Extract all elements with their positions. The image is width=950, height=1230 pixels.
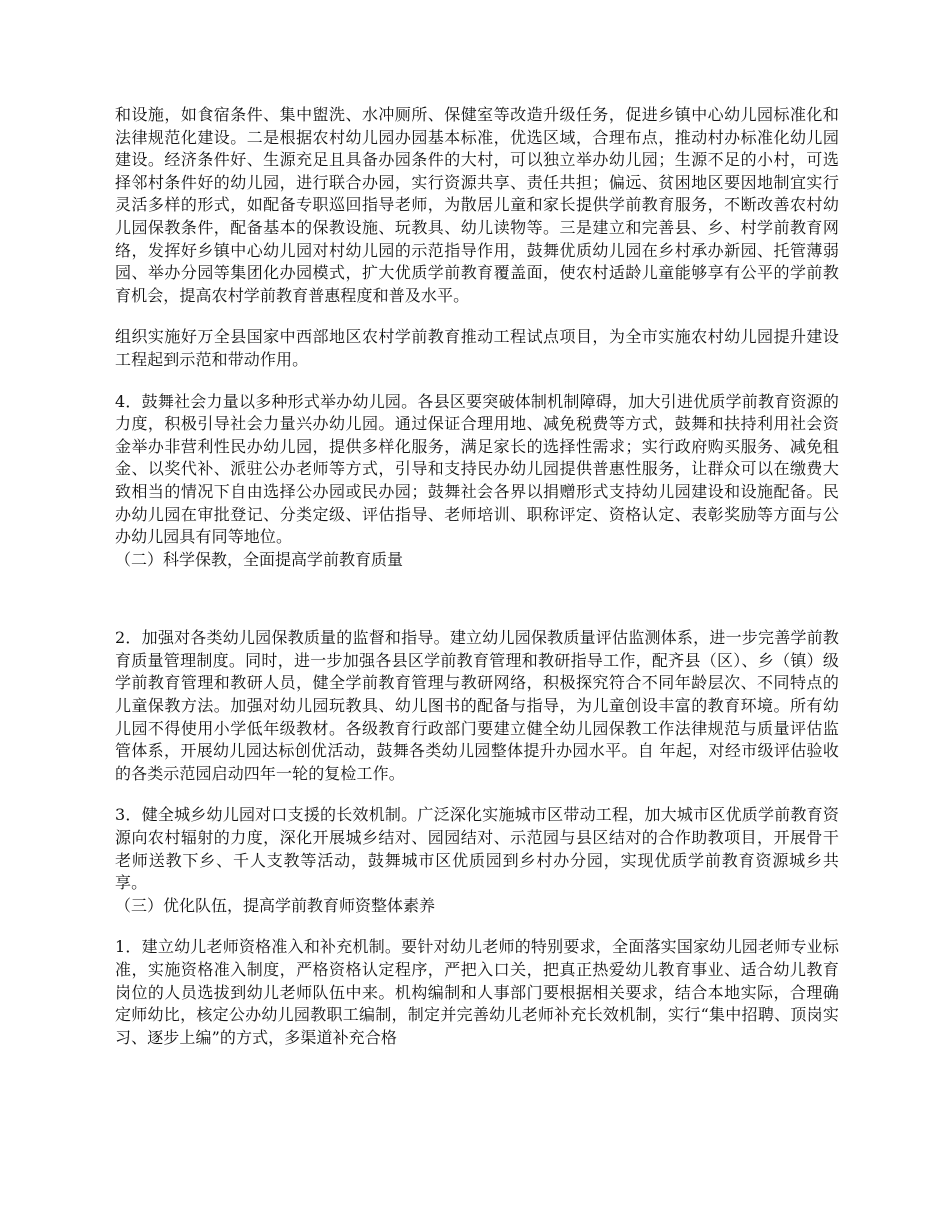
document-page xyxy=(115,104,839,1049)
paragraph-social-forces: 4．鼓舞社会力量以多种形式举办幼儿园。各县区要突破体制机制障碍，加大引进优质学前教育资源的力度，积极引导社会力量兴办幼儿园。通过保证合理用地、减免税费等方式，鼓舞和扶持利用社会资金举办非营利性民办幼儿园，提供多样化服务，满足家长的选择性需求；实行政府购买服务、减免租金、以奖代补、派驻公办老师等方式，引导和支持民办幼儿园提供普惠性服务，让群众可以在缴费大致相当的情况下自由选择公办园或民办园；鼓舞社会各界以捐赠形式支持幼儿园建设和设施配备。民办幼儿园在审批登记、分类定级、评估指导、老师培训、职称评定、资格认定、表彰奖励等方面与公办幼儿园具有同等地位。 xyxy=(115,391,839,547)
paragraph-pilot-project: 组织实施好万全县国家中西部地区农村学前教育推动工程试点项目，为全市实施农村幼儿园提升建设工程起到示范和带动作用。 xyxy=(115,327,839,369)
paragraph-quality-supervision: 2．加强对各类幼儿园保教质量的监督和指导。建立幼儿园保教质量评估监测体系，进一步完善学前教育质量管理制度。同时，进一步加强各县区学前教育管理和教研指导工作，配齐县（区）、乡（镇）级学前教育管理和教研人员，健全学前教育管理与教研网络，积极探究符合不同年龄层次、不同特点的儿童保教方法。加强对幼儿园玩教具、幼儿图书的配备与指导，为儿童创设丰富的教育环境。所有幼儿园不得使用小学低年级教材。各级教育行政部门要建立健全幼儿园保教工作法律规范与质量评估监管体系，开展幼儿园达标创优活动，鼓舞各类幼儿园整体提升办园水平。自 年起，对经市级评估验收的各类示范园启动四年一轮的复检工作。 xyxy=(115,628,839,783)
paragraph-urban-rural-support: 3．健全城乡幼儿园对口支援的长效机制。广泛深化实施城市区带动工程，加大城市区优质学前教育资源向农村辐射的力度，深化开展城乡结对、园园结对、示范园与县区结对的合作助教项目，开展骨干老师送教下乡、千人支教等活动，鼓舞城市区优质园到乡村办分园，实现优质学前教育资源城乡共享。 xyxy=(115,805,839,893)
paragraph-teacher-qualification: 1．建立幼儿老师资格准入和补充机制。要针对幼儿老师的特别要求，全面落实国家幼儿园老师专业标准，实施资格准入制度，严格资格认定程序，严把入口关，把真正热爱幼儿教育事业、适合幼儿教育岗位的人员选拔到幼儿老师队伍中来。机构编制和人事部门要根据相关要求，结合本地实际，合理确定师幼比，核定公办幼儿园教职工编制，制定并完善幼儿老师补充长效机制，实行“集中招聘、顶岗实习、逐步上编”的方式，多渠道补充合格 xyxy=(115,937,839,1047)
section-heading-scientific-care: （二）科学保教，全面提高学前教育质量 xyxy=(115,549,404,569)
paragraph-facilities: 和设施，如食宿条件、集中盥洗、水冲厕所、保健室等改造升级任务，促进乡镇中心幼儿园标准化和法律规范化建设。二是根据农村幼儿园办园基本标准，优选区域，合理布点，推动村办标准化幼儿园建设。经济条件好、生源充足且具备办园条件的大村，可以独立举办幼儿园；生源不足的小村，可选择邻村条件好的幼儿园，进行联合办园，实行资源共享、责任共担；偏远、贫困地区要因地制宜实行灵活多样的形式，如配备专职巡回指导老师，为散居儿童和家长提供学前教育服务，不断改善农村幼儿园保教条件，配备基本的保教设施、玩教具、幼儿读物等。三是建立和完善县、乡、村学前教育网络，发挥好乡镇中心幼儿园对村幼儿园的示范指导作用，鼓舞优质幼儿园在乡村承办新园、托管薄弱园、举办分园等集团化办园模式，扩大优质学前教育覆盖面，使农村适龄儿童能够享有公平的学前教育机会，提高农村学前教育普惠程度和普及水平。 xyxy=(115,105,839,305)
section-heading-teacher-team: （三）优化队伍，提高学前教育师资整体素养 xyxy=(115,895,436,915)
